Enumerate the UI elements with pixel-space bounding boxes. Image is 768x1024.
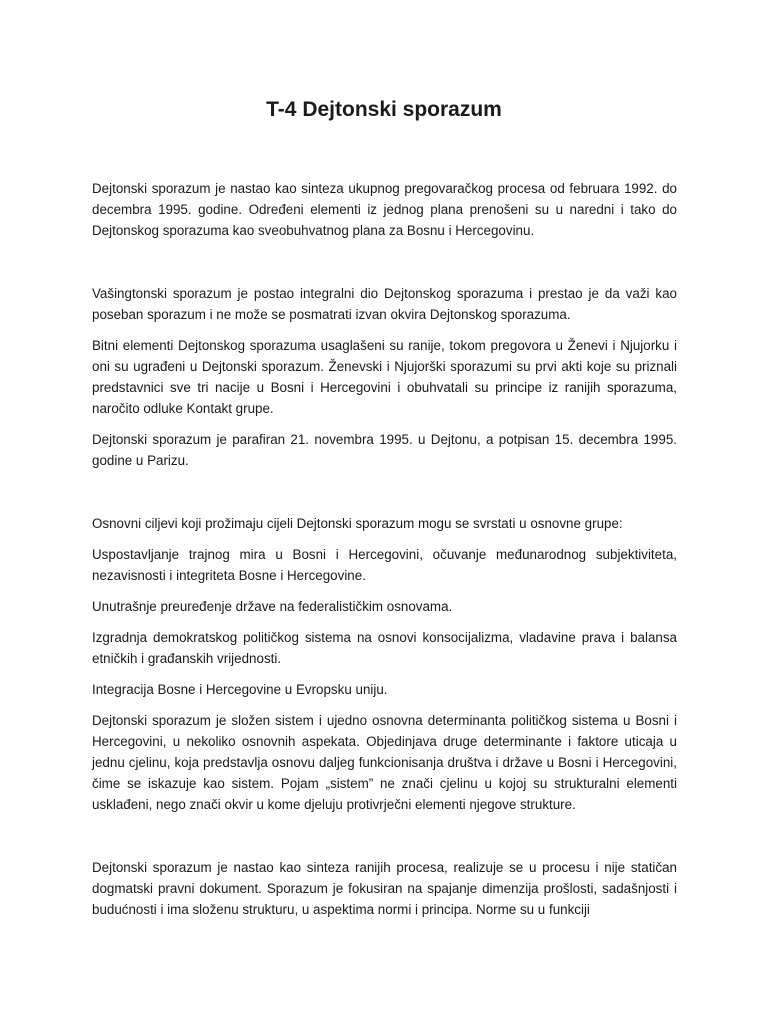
paragraph-goal-democracy: Izgradnja demokratskog političkog sistema na osnovi konsocijalizma, vladavine prava i balansa etničkih i građanskih vrijednosti. <box>92 630 677 666</box>
paragraph-goals-intro: Osnovni ciljevi koji prožimaju cijeli Dejtonski sporazum mogu se svrstati u osnovne grupe: <box>92 516 623 531</box>
paragraph-washington: Vašingtonski sporazum je postao integralni dio Dejtonskog sporazuma i prestao je da važi kao poseban sporazum i ne može se posmatrati izvan okvira Dejtonskog sporazuma. <box>92 286 677 322</box>
paragraph-goal-federalism: Unutrašnje preuređenje države na federalističkim osnovama. <box>92 599 453 614</box>
document-body <box>92 178 677 920</box>
paragraph-system: Dejtonski sporazum je složen sistem i ujedno osnovna determinanta političkog sistema u Bosni i Hercegovini, u nekoliko osnovnih aspekata. Objedinjava druge determinante i faktore uticaja u jednu cjelinu, koja predstavlja osnovu daljeg funkcionisanja društva i države u Bosni i Hercegovini, čime se iskazuje kao sistem. Pojam „sistem” ne znači cjelinu u kojoj su strukturalni elementi usklađeni, nego znači okvir u kome djeluju protivrječni elementi njegove strukture. <box>92 713 677 812</box>
paragraph-goal-peace: Uspostavljanje trajnog mira u Bosni i Hercegovini, očuvanje međunarodnog subjektiviteta, nezavisnosti i integriteta Bosne i Hercegovine. <box>92 547 677 583</box>
document-title: T-4 Dejtonski sporazum <box>266 98 502 121</box>
paragraph-initialed: Dejtonski sporazum je parafiran 21. novembra 1995. u Dejtonu, a potpisan 15. decembra 1995. godine u Parizu. <box>92 432 677 468</box>
paragraph-synthesis: Dejtonski sporazum je nastao kao sinteza ranijih procesa, realizuje se u procesu i nije statičan dogmatski pravni dokument. Sporazum je fokusiran na spajanje dimenzija prošlosti, sadašnjosti i budućnosti i ima složenu strukturu, u aspektima normi i principa. Norme su u funkciji <box>92 860 677 917</box>
paragraph-goal-eu: Integracija Bosne i Hercegovine u Evropsku uniju. <box>92 682 388 697</box>
paragraph-key-elements: Bitni elementi Dejtonskog sporazuma usaglašeni su ranije, tokom pregovora u Ženevi i Njujorku i oni su ugrađeni u Dejtonski sporazum. Ženevski i Njujorški sporazumi su prvi akti koje su priznali predstavnici sve tri nacije u Bosni i Hercegovini i obuhvatali su principe iz ranijih sporazuma, naročito odluke Kontakt grupe. <box>92 338 677 416</box>
paragraph-intro: Dejtonski sporazum je nastao kao sinteza ukupnog pregovaračkog procesa od februara 1992. do decembra 1995. godine. Određeni elementi iz jednog plana prenošeni su u naredni i tako do Dejtonskog sporazuma kao sveobuhvatnog plana za Bosnu i Hercegovinu. <box>92 181 677 238</box>
